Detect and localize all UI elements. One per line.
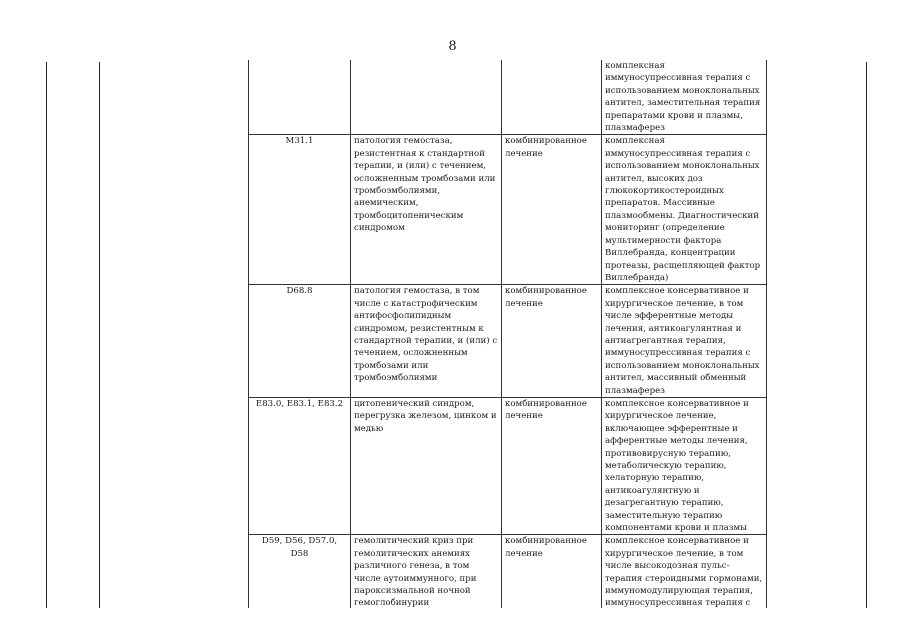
- pathology-cell: патология гемостаза, в том числе с катастрофическим антифосфолипидным синдромом, резистентным к стандартной терапии, и (или) с течением, осложненным тромбозами или тромбоэмболиями: [351, 285, 502, 398]
- page-number: 8: [448, 39, 457, 54]
- treatment-type-cell: комбинированное лечение: [502, 397, 602, 534]
- icd-code-cell: D68.8: [249, 285, 351, 398]
- icd-code-cell: E83.0, E83.1, E83.2: [249, 397, 351, 534]
- treatment-method-cell: комплексное консервативное и хирургическое лечение, в том числе эфферентные методы лечения, антикоагулянтная и антиагрегантная терапия, иммуносупрессивная терапия с использованием моноклональных антител, массивный обменный плазмаферез: [602, 285, 767, 398]
- table-row: [249, 285, 767, 398]
- pathology-cell: патология гемостаза, резистентная к стандартной терапии, и (или) с течением, осложненным тромбозами или тромбоэмболиями, анемическим, тромбоцитопеническим синдромом: [351, 135, 502, 285]
- treatment-method-cell: комплексная иммуносупрессивная терапия с использованием моноклональных антител, высоких доз глюкокортикостероидных препаратов. Массивные плазмообмены. Диагностический мониторинг (определение мультимерности фактора Виллебранда, концентрации протеазы, расщепляющей фактор Виллебранда): [602, 135, 767, 285]
- treatment-type-cell: комбинированное лечение: [502, 135, 602, 285]
- table-viewport: [248, 60, 768, 608]
- medical-care-table: [248, 60, 767, 608]
- page-border-left-inner: [99, 62, 100, 608]
- treatment-method-cell: комплексное консервативное и хирургическое лечение, включающее эфферентные и афферентные методы лечения, противовирусную терапию, метаболическую терапию, хелаторную терапию, антикоагулянтную и дезагрегантную терапию, заместительную терапию компонентами крови и плазмы: [602, 397, 767, 534]
- icd-code-cell: D59, D56, D57.0, D58: [249, 535, 351, 608]
- table-row: [249, 535, 767, 608]
- pathology-cell: [351, 60, 502, 135]
- table-row: [249, 135, 767, 285]
- treatment-method-cell: комплексная иммуносупрессивная терапия с использованием моноклональных антител, заместительная терапия препаратами крови и плазмы, плазмаферез: [602, 60, 767, 135]
- treatment-type-cell: комбинированное лечение: [502, 285, 602, 398]
- table-row: [249, 397, 767, 534]
- treatment-type-cell: [502, 60, 602, 135]
- treatment-method-cell: комплексное консервативное и хирургическое лечение, в том числе высокодозная пульс-терапия стероидными гормонами, иммуномодулирующая терапия, иммуносупрессивная терапия с: [602, 535, 767, 608]
- page-border-right: [866, 62, 867, 608]
- pathology-cell: цитопенический синдром, перегрузка железом, цинком и медью: [351, 397, 502, 534]
- treatment-type-cell: комбинированное лечение: [502, 535, 602, 608]
- pathology-cell: гемолитический криз при гемолитических анемиях различного генеза, в том числе аутоиммунного, при пароксизмальной ночной гемоглобинурии: [351, 535, 502, 608]
- icd-code-cell: [249, 60, 351, 135]
- table-row: [249, 60, 767, 135]
- page-border-left-outer: [46, 62, 47, 608]
- icd-code-cell: M31.1: [249, 135, 351, 285]
